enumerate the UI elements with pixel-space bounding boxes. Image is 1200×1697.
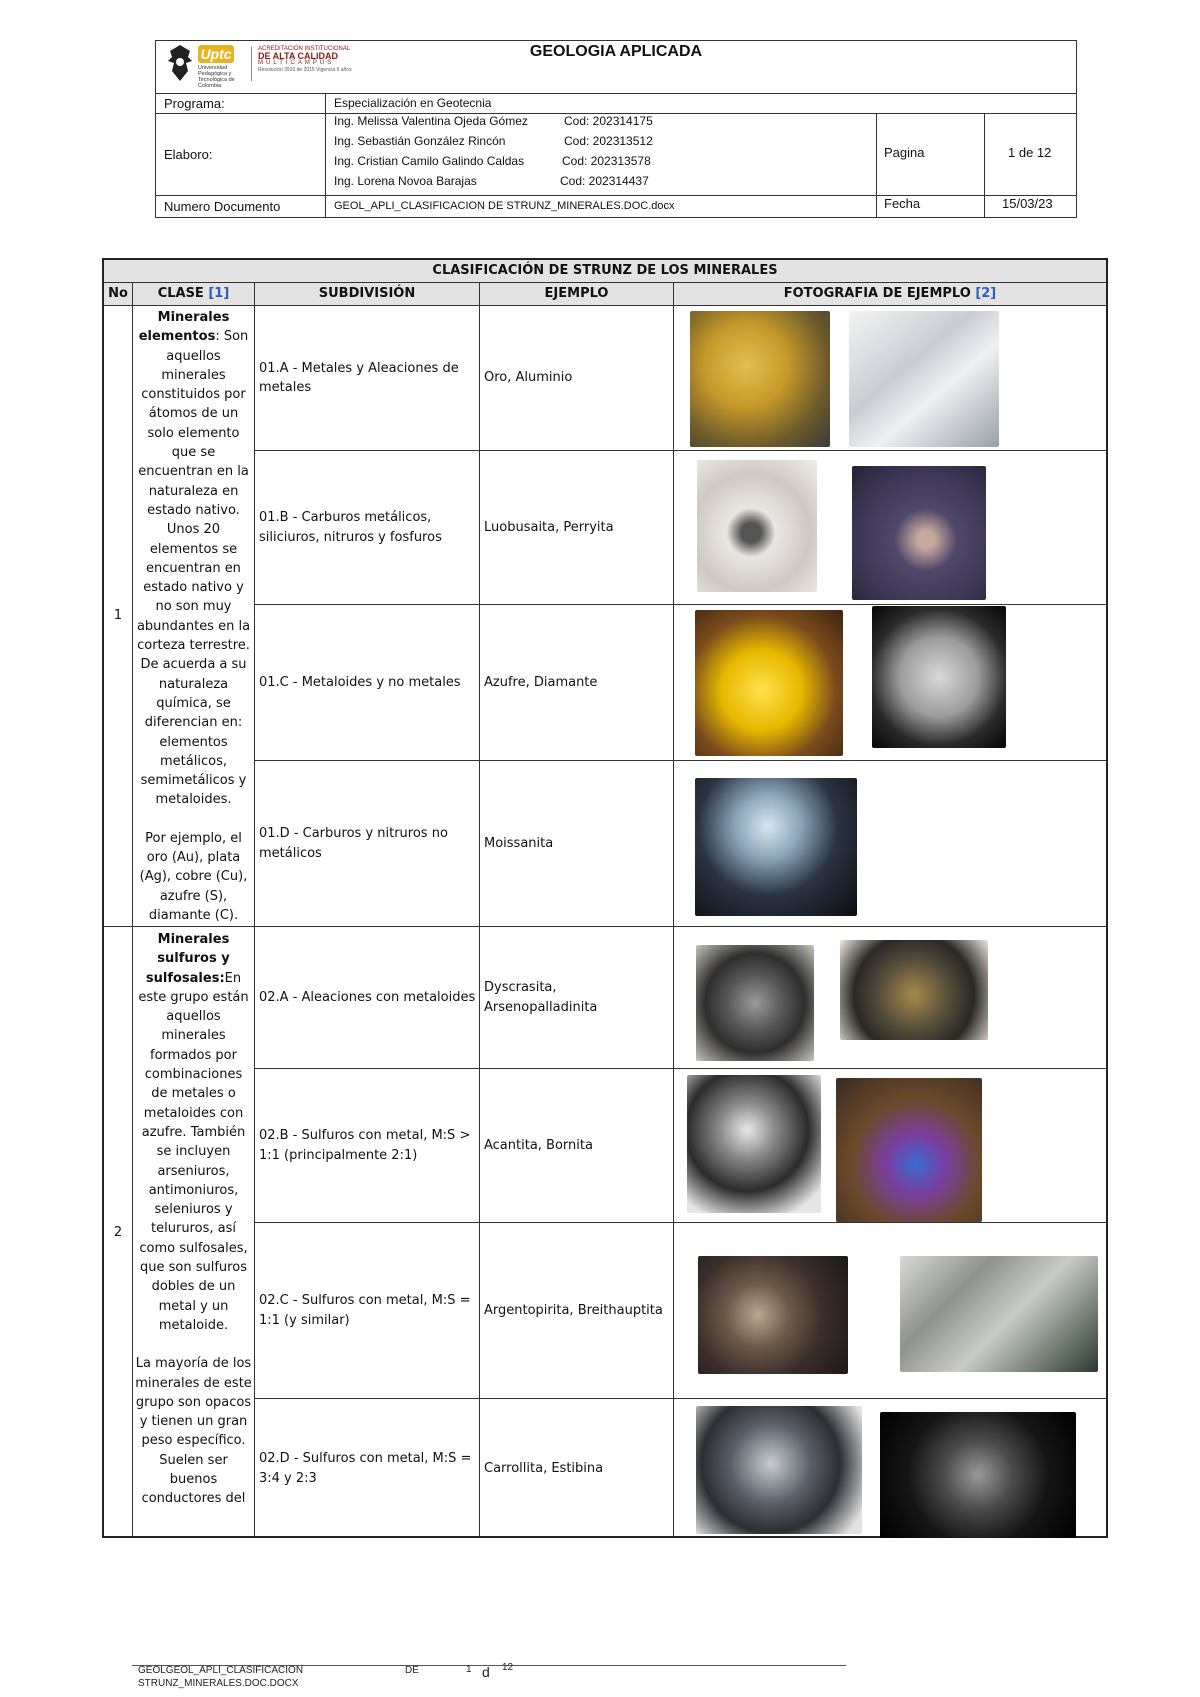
author-name: Ing. Melissa Valentina Ojeda Gómez: [334, 114, 528, 128]
accreditation-note: Resolución 3910 de 2015 Vigencia 6 años: [258, 67, 352, 73]
example-cell: Argentopirita, Breithauptita: [484, 1302, 663, 1318]
argentopyrite-photo: [698, 1256, 848, 1374]
author-code: Cod: 202313578: [562, 154, 651, 168]
column-rule: [673, 283, 674, 1536]
example-cell: Carrollita, Estibina: [484, 1460, 604, 1476]
subdivision-cell: 01.A - Metales y Aleaciones de metales: [259, 360, 459, 395]
reference-link[interactable]: [1]: [208, 286, 230, 301]
numero-documento-value: GEOL_APLI_CLASIFICACION DE STRUNZ_MINERALES.DOC.docx: [334, 200, 675, 212]
author-name: Ing. Cristian Camilo Galindo Caldas: [334, 154, 525, 168]
accreditation-line: MULTICAMPUS: [258, 60, 335, 66]
class-text: : Son aquellos minerales constituidos por átomos de un solo elemento que se encuentran en la naturaleza en estado nativo. Unos 20 elementos se encuentran en estado nativo y no son muy abundantes en la corteza terrestre. De acuerda a su naturaleza química, se diferencian en: elementos metálicos, semimetálicos y metaloides.: [136, 329, 251, 808]
author-code: Cod: 202314175: [564, 114, 653, 128]
fecha-value: 15/03/23: [1002, 196, 1053, 211]
document-title: GEOLOGIA APLICADA: [529, 43, 703, 60]
logo-university: Universidad Pedagógica y Tecnológica de Colombia: [198, 65, 235, 89]
stibnite-photo: [880, 1412, 1076, 1538]
footer-page-total: 12: [502, 1662, 514, 1673]
header-divider: [984, 114, 985, 197]
bornite-photo: [836, 1078, 982, 1222]
document-header: [155, 40, 1077, 218]
elaboro-label: Elaboro:: [164, 147, 213, 162]
pagina-value: 1 de 12: [1008, 145, 1052, 160]
breithauptite-photo: [900, 1256, 1098, 1372]
dyscrasite-photo: [696, 945, 814, 1061]
header-divider: [876, 114, 877, 217]
class-text: En este grupo están aquellos minerales formados por combinaciones de metales o metaloides con azufre. También se incluyen arseniuros, antimoniuros, seleniuros y telururos, así como sulfosales, que son sulfuros dobles de un metal y un metaloide.: [138, 970, 249, 1333]
programa-label: Programa:: [164, 96, 225, 111]
accreditation-line: DE ALTA CALIDAD: [258, 51, 338, 61]
gold-photo: [690, 311, 830, 447]
fecha-label: Fecha: [884, 196, 921, 211]
example-cell: Dyscrasita, Arsenopalladinita: [484, 980, 598, 1015]
example-cell: Luobusaita, Perryita: [484, 519, 614, 535]
subdivision-cell: 01.C - Metaloides y no metales: [259, 674, 461, 690]
footer-de: DE: [405, 1665, 419, 1676]
example-cell: Oro, Aluminio: [484, 370, 573, 386]
reference-link[interactable]: [2]: [975, 286, 997, 301]
arsenopalladinite-photo: [840, 940, 988, 1040]
sulfur-photo: [695, 610, 843, 756]
subdivision-cell: 02.C - Sulfuros con metal, M:S = 1:1 (y similar): [259, 1293, 471, 1328]
author-code: Cod: 202313512: [564, 134, 653, 148]
header-programa-row: [156, 94, 1076, 114]
numero-documento-label: Numero Documento: [164, 199, 281, 214]
column-header-clase-label: CLASE: [157, 286, 204, 301]
author-code: Cod: 202314437: [560, 174, 649, 188]
moissanite-photo: [695, 778, 857, 916]
column-header-subdivision: SUBDIVISIÓN: [255, 283, 479, 305]
programa-value: Especialización en Geotecnia: [334, 96, 492, 110]
pagina-label: Pagina: [884, 145, 925, 160]
footer-filename: GEOLGEOL_APLI_CLASIFICACION: [138, 1665, 304, 1676]
class-description: [133, 930, 254, 1509]
column-header-foto: [674, 283, 1106, 305]
subdivision-cell: 01.D - Carburos y nitruros no metálicos: [259, 826, 448, 861]
aluminium-photo: [849, 311, 999, 447]
class-example-text: La mayoría de los minerales de este grupo son opacos y tienen un gran peso específico. Suelen ser buenos conductores del: [135, 1356, 252, 1507]
class-description: [133, 308, 254, 925]
footer-filename: STRUNZ_MINERALES.DOC.DOCX: [138, 1678, 299, 1689]
acanthite-photo: [687, 1075, 821, 1213]
subdivision-cell: 01.B - Carburos metálicos, siliciuros, nitruros y fosfuros: [259, 510, 442, 545]
author-name: Ing. Sebastián González Rincón: [334, 134, 506, 148]
subdivision-cell: 02.D - Sulfuros con metal, M:S = 3:4 y 2:3: [259, 1451, 472, 1486]
group-number: 2: [113, 1224, 123, 1240]
luobusaite-photo: [697, 460, 817, 592]
example-cell: Azufre, Diamante: [484, 674, 598, 690]
column-header-foto-label: FOTOGRAFIA DE EJEMPLO: [783, 286, 971, 301]
column-header-no: No: [104, 283, 132, 305]
column-header-ejemplo: EJEMPLO: [480, 283, 673, 305]
example-cell: Moissanita: [484, 835, 554, 851]
footer-page-number: 1: [466, 1664, 472, 1675]
diamond-photo: [872, 606, 1006, 748]
column-header-clase: [133, 283, 254, 305]
strunz-classification-table: [102, 258, 1108, 1538]
logo-brand: Uptc: [198, 45, 234, 63]
group-number: 1: [113, 608, 123, 624]
table-title: CLASIFICACIÓN DE STRUNZ DE LOS MINERALES: [104, 260, 1106, 282]
author-name: Ing. Lorena Novoa Barajas: [334, 174, 477, 188]
header-divider: [325, 94, 326, 217]
footer-page-d: d: [482, 1664, 490, 1680]
carrollite-photo: [696, 1406, 862, 1534]
perryite-photo: [852, 466, 986, 600]
subdivision-cell: 02.A - Aleaciones con metaloides: [259, 989, 476, 1005]
class-name: Minerales sulfuros y sulfosales:: [145, 932, 230, 986]
class-example-text: Por ejemplo, el oro (Au), plata (Ag), cobre (Cu), azufre (S), diamante (C).: [139, 830, 248, 923]
subdivision-cell: 02.B - Sulfuros con metal, M:S > 1:1 (principalmente 2:1): [259, 1128, 471, 1163]
header-divider: [984, 196, 985, 217]
class-name: Minerales elementos: [138, 310, 230, 345]
accreditation-line: ACREDITACIÓN INSTITUCIONAL: [258, 46, 351, 52]
example-cell: Acantita, Bornita: [484, 1137, 593, 1153]
